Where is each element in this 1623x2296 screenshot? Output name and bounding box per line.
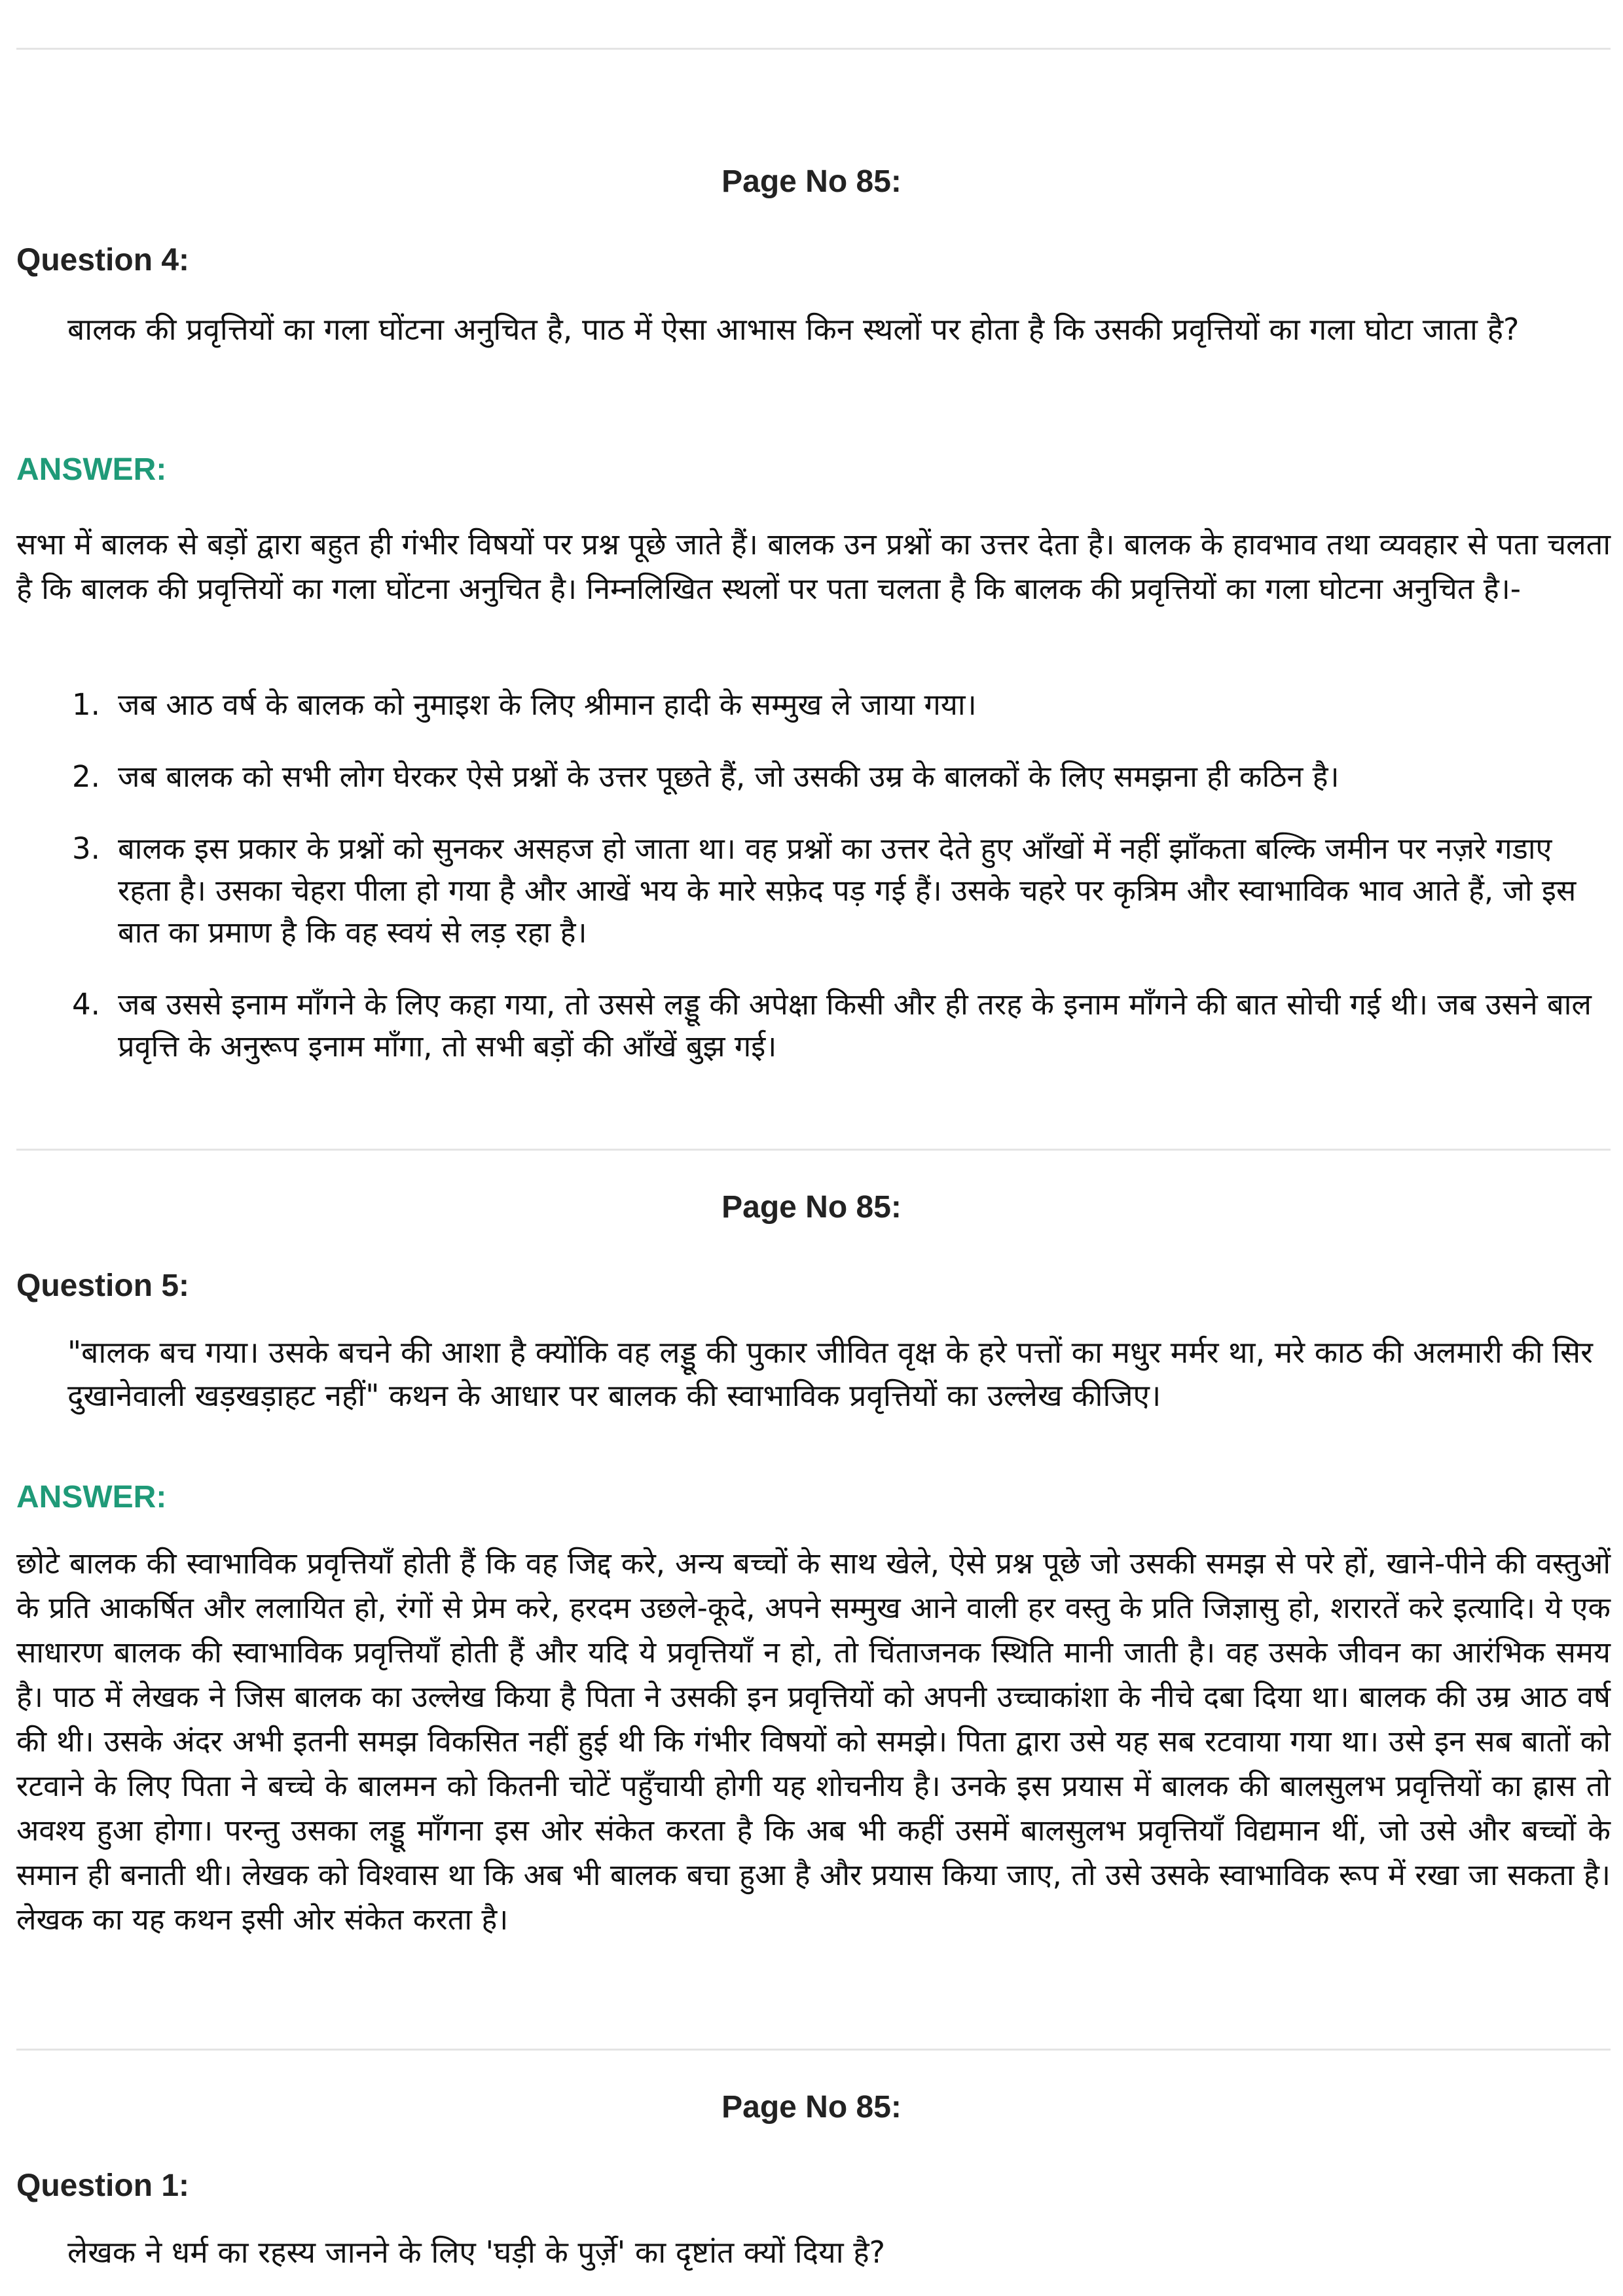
list-item-number: 2. — [72, 759, 100, 794]
list-item-text: जब उससे इनाम माँगने के लिए कहा गया, तो उससे लड्डू की अपेक्षा किसी और ही तरह के इनाम माँगने की बात सोची गई थी। जब उसने बाल प्रवृत्ति के अनुरूप इनाम माँगा, तो सभी बड़ों की आँखें बुझ गई। — [118, 987, 1592, 1064]
question-label: Question 4: — [16, 243, 190, 278]
answer-text: सभा में बालक से बड़ों द्वारा बहुत ही गंभीर विषयों पर प्रश्न पूछे जाते हैं। बालक उन प्रश्नों का उत्तर देता है। बालक के हावभाव तथा व्यवहार से पता चलता है कि बालक की प्रवृत्तियों का गला घोंटना अनुचित है। निम्नलिखित स्थलों पर पता चलता है कि बालक की प्रवृत्तियों का गला घोटना अनुचित है।- — [16, 527, 1611, 606]
list-item-number: 1. — [72, 687, 100, 722]
list-item-number: 4. — [72, 987, 100, 1022]
list-item — [72, 756, 1611, 798]
list-item-text: जब बालक को सभी लोग घेरकर ऐसे प्रश्नों के उत्तर पूछते हैं, जो उसकी उम्र के बालकों के लिए समझना ही कठिन है। — [118, 759, 1340, 794]
question-text: लेखक ने धर्म का रहस्य जानने के लिए 'घड़ी के पुर्ज़े' का दृष्टांत क्यों दिया है? — [67, 2234, 886, 2270]
list-item-number: 3. — [72, 831, 100, 866]
answer-label: ANSWER: — [16, 1480, 167, 1515]
list-item — [72, 984, 1611, 1067]
answer-text: छोटे बालक की स्वाभाविक प्रवृत्तियाँ होती हैं कि वह जिद्द करे, अन्य बच्चों के साथ खेले, ऐसे प्रश्न पूछे जो उसकी समझ से परे हों, खाने-पीने की वस्तुओं के प्रति आकर्षित और ललायित हो, रंगों से प्रेम करे, हरदम उछले-कूदे, अपने सम्मुख आने वाली हर वस्तु के प्रति जिज्ञासु हो, शरारतें करे इत्यादि। ये एक साधारण बालक की स्वाभाविक प्रवृत्तियाँ होती हैं और यदि ये प्रवृत्तियाँ न हो, तो चिंताजनक स्थिति मानी जाती है। वह उसके जीवन का आरंभिक समय है। पाठ में लेखक ने जिस बालक का उल्लेख किया है पिता ने उसकी इन प्रवृत्तियों को अपनी उच्चाकांशा के नीचे दबा दिया था। बालक की उम्र आठ वर्ष की थी। उसके अंदर अभी इतनी समझ विकसित नहीं हुई थी कि गंभीर विषयों को समझे। पिता द्वारा उसे यह सब रटवाया गया था। उसे इन सब बातों को रटवाने के लिए पिता ने बच्चे के बालमन को कितनी चोटें पहुँचायी होगी यह शोचनीय है। उनके इस प्रयास में बालक की बालसुलभ प्रवृत्तियों का ह्रास तो अवश्य हुआ होगा। परन्तु उसका लड्डू माँगना इस ओर संकेत करता है कि अब भी कहीं उसमें बालसुलभ प्रवृत्तियाँ विद्यमान थीं, जो उसे और बच्चों के समान ही बनाती थी। लेखक को विश्वास था कि अब भी बालक बचा हुआ है और प्रयास किया जाए, तो उसे उसके स्वाभाविक रूप में रखा जा सकता है। लेखक का यह कथन इसी ओर संकेत करता है। — [16, 1546, 1611, 1937]
page-number-heading: Page No 85: — [721, 2090, 902, 2125]
question-text: बालक की प्रवृत्तियों का गला घोंटना अनुचित है, पाठ में ऐसा आभास किन स्थलों पर होता है कि उसकी प्रवृत्तियों का गला घोटा जाता है? — [67, 312, 1520, 347]
list-item-text: बालक इस प्रकार के प्रश्नों को सुनकर असहज हो जाता था। वह प्रश्नों का उत्तर देते हुए आँखों में नहीं झाँकता बल्कि जमीन पर नज़रे गडाए रहता है। उसका चेहरा पीला हो गया है और आखें भय के मारे सफ़ेद पड़ गई हैं। उसके चहरे पर कृत्रिम और स्वाभाविक भाव आते हैं, जो इस बात का प्रमाण है कि वह स्वयं से लड़ रहा है। — [118, 831, 1577, 950]
list-item — [72, 684, 1611, 726]
question-label: Question 5: — [16, 1268, 190, 1303]
list-item — [72, 828, 1611, 954]
section-divider — [16, 2049, 1611, 2051]
list-item-text: जब आठ वर्ष के बालक को नुमाइश के लिए श्रीमान हादी के सम्मुख ले जाया गया। — [118, 687, 977, 722]
answer-label: ANSWER: — [16, 452, 167, 487]
section-divider — [16, 1149, 1611, 1151]
section-divider — [16, 48, 1611, 50]
answer-points-list — [72, 684, 1611, 1098]
question-text: "बालक बच गया। उसके बचने की आशा है क्योंकि वह लड्डू की पुकार जीवित वृक्ष के हरे पत्तों का मधुर मर्मर था, मरे काठ की अलमारी की सिर दुखानेवाली खड़खड़ाहट नहीं" कथन के आधार पर बालक की स्वाभाविक प्रवृत्तियों का उल्लेख कीजिए। — [67, 1335, 1593, 1413]
page-number-heading: Page No 85: — [721, 1190, 902, 1225]
page-number-heading: Page No 85: — [721, 164, 902, 199]
question-label: Question 1: — [16, 2168, 190, 2203]
